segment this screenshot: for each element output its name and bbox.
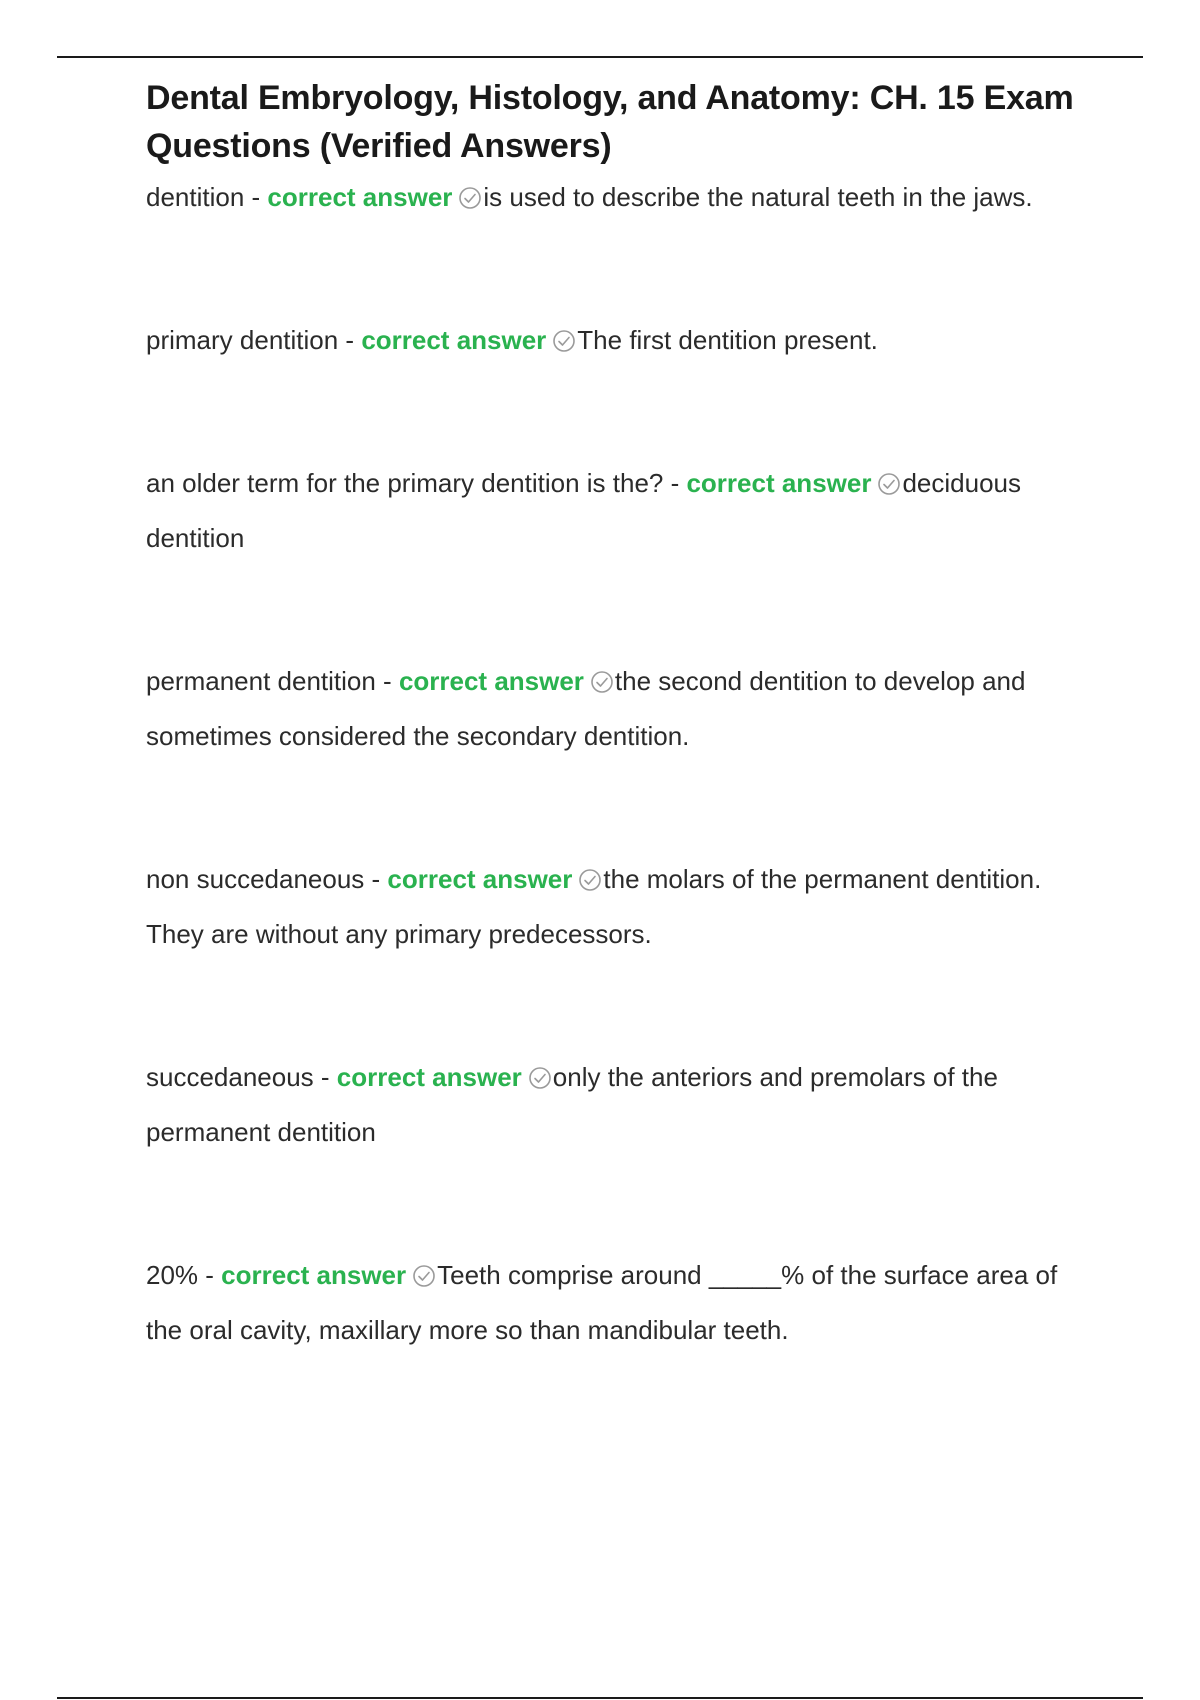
entry-answer: the molars of the permanent dentition. They are without any primary predecessors. <box>146 864 1042 949</box>
entry-separator: - <box>338 325 362 355</box>
qa-entry <box>146 456 1096 566</box>
entry-separator: - <box>375 666 399 696</box>
qa-list <box>146 170 1096 1358</box>
entry-answer: The first dentition present. <box>577 325 878 355</box>
entry-term: succedaneous <box>146 1062 314 1092</box>
entry-term: an older term for the primary dentition is the? <box>146 468 664 498</box>
correct-answer-label: correct answer <box>267 182 453 212</box>
entry-separator: - <box>364 864 388 894</box>
check-circle-icon <box>528 1066 552 1090</box>
entry-term: permanent dentition <box>146 666 376 696</box>
entry-answer: only the anteriors and premolars of the permanent dentition <box>146 1062 998 1147</box>
check-circle-icon <box>877 472 901 496</box>
entry-answer: the second dentition to develop and sometimes considered the secondary dentition. <box>146 666 1026 751</box>
correct-answer-label: correct answer <box>336 1062 522 1092</box>
entry-separator: - <box>244 182 268 212</box>
qa-entry <box>146 313 1096 368</box>
correct-answer-label: correct answer <box>398 666 584 696</box>
qa-entry <box>146 1050 1096 1160</box>
check-circle-icon <box>552 329 576 353</box>
entry-separator: - <box>663 468 687 498</box>
entry-answer: deciduous dentition <box>146 468 1021 553</box>
qa-entry <box>146 1248 1096 1358</box>
entry-term: 20% <box>146 1260 199 1290</box>
document-title: Dental Embryology, Histology, and Anatomy: CH. 15 Exam Questions (Verified Answers) <box>146 79 1074 165</box>
entry-term: dentition <box>146 182 245 212</box>
entry-term: primary dentition <box>146 325 339 355</box>
check-circle-icon <box>578 868 602 892</box>
entry-separator: - <box>198 1260 222 1290</box>
correct-answer-label: correct answer <box>361 325 547 355</box>
qa-entry <box>146 852 1096 962</box>
correct-answer-label: correct answer <box>387 864 573 894</box>
document-page <box>146 74 1096 1358</box>
bottom-rule <box>57 1697 1143 1699</box>
entry-answer: Teeth comprise around _____% of the surface area of the oral cavity, maxillary more so than mandibular teeth. <box>146 1260 1058 1345</box>
entry-term: non succedaneous <box>146 864 365 894</box>
qa-entry <box>146 170 1096 225</box>
check-circle-icon <box>412 1264 436 1288</box>
entry-separator: - <box>313 1062 337 1092</box>
entry-answer: is used to describe the natural teeth in the jaws. <box>483 182 1033 212</box>
check-circle-icon <box>458 186 482 210</box>
check-circle-icon <box>590 670 614 694</box>
correct-answer-label: correct answer <box>686 468 872 498</box>
correct-answer-label: correct answer <box>221 1260 407 1290</box>
top-rule <box>57 56 1143 58</box>
qa-entry <box>146 654 1096 764</box>
